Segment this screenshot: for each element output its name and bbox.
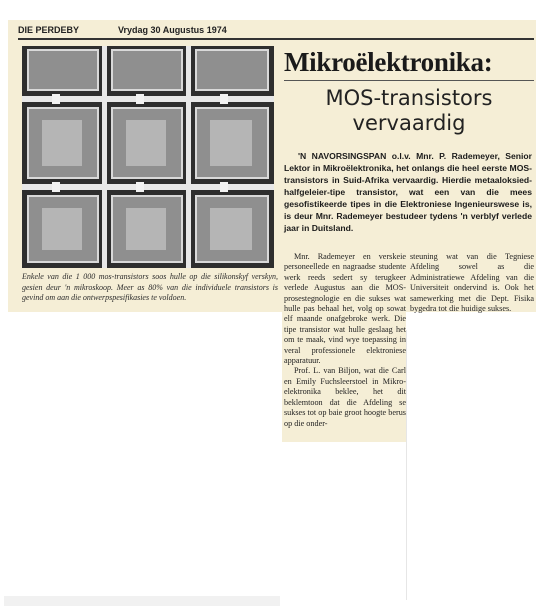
photo-caption: Enkele van die 1 000 mos-transistors soos hulle op die silikonskyf verskyn, gesien deur 'n mikroskoop. Meer as 80% van die individuele transistors is gevind om aan die ontwerpspesifikasies te voldoen. <box>22 272 278 302</box>
body-paragraph: Prof. L. van Biljon, wat die Carl en Emily Fuchsleerstoel in Mikro-elektronika beklee, het dit beklemtoon dat die Afdeling se sukses tot op baie groot hoogte berus op die onder- <box>284 366 406 428</box>
subheadline <box>284 86 534 136</box>
masthead <box>18 24 534 38</box>
scan-edge <box>4 596 280 606</box>
masthead-rule <box>18 38 534 40</box>
headline: Mikroëlektronika: <box>284 47 493 77</box>
body-column-2 <box>410 252 534 314</box>
page-fold-line <box>406 330 407 600</box>
body-paragraph: steuning wat van die Tegniese Afdeling sowel as die Administratiewe Afdeling van die Universiteit ondervind is. Ook het samewerking met die Dept. Fisika bygedra tot die huidige sukses. <box>410 252 534 314</box>
subheadline-line-1: MOS-transistors <box>325 86 493 110</box>
body-paragraph: Mnr. Rademeyer en verskeie personeellede en nagraadse studente werk reeds sedert sy terugkeer verlede Augustus aan die MOS-prosestegnologie en die sukses wat hulle pas behaal het, volg op sowat elf maande onafgebroke werk. Die tipe transistor wat hulle geslaag het om te maak, vind wye toepassing in veral professionele elektroniese apparatuur. <box>284 252 406 366</box>
subheadline-line-2: vervaardig <box>352 111 466 135</box>
lead-paragraph: 'N NAVORSINGSPAN o.l.v. Mnr. P. Rademeyer, Senior Lektor in Mikroëlektronika, het onlangs die heel eerste MOS-transistors in Suid-Afrika vervaardig. Hierdie metaaloksied-halfgeleier-tipe transistor, wat een van die mees gesofistikeerde tipes in die Elektroniese Ingenieurswese is, is deur Mnr. Rademeyer bestudeer tydens 'n verblyf verlede jaar in Duitsland. <box>284 151 532 233</box>
microchip-photo <box>22 46 274 268</box>
body-column-1 <box>284 252 406 429</box>
headline-rule <box>284 80 534 81</box>
publication-name: DIE PERDEBY <box>18 25 80 35</box>
microchip-photo-icon <box>22 46 274 268</box>
issue-date: Vrydag 30 Augustus 1974 <box>118 25 227 35</box>
